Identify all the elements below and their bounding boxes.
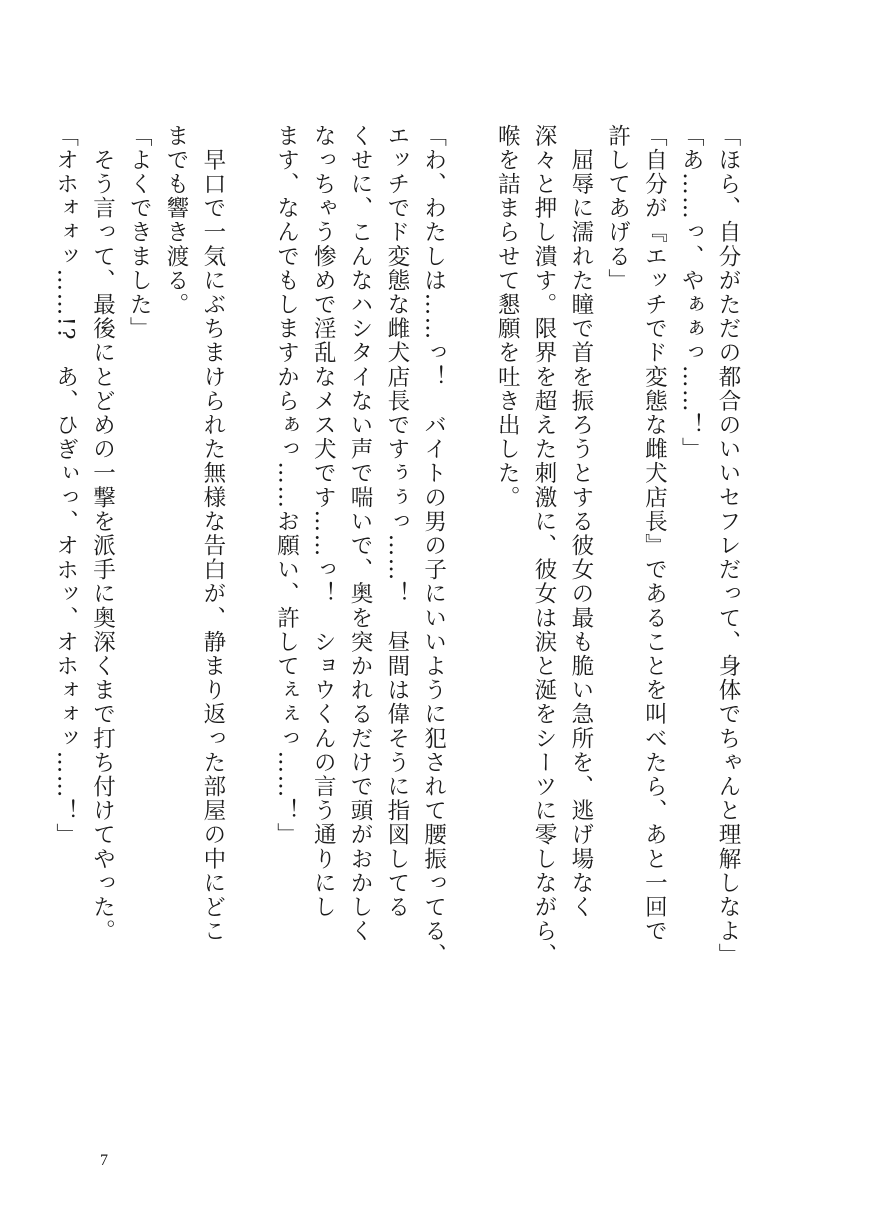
text-line: ます、なんでもしますからぁっ……お願い、許してぇぇっ……！」 bbox=[273, 124, 300, 847]
text-line: 「ほら、自分がただの都合のいいセフレだって、身体でちゃんと理解しなよ」 bbox=[715, 124, 741, 968]
text-line: そう言って、最後にとどめの一撃を派手に奥深くまで打ち付けてやった。 bbox=[89, 124, 116, 944]
text-line: 早口で一気にぶちまけられた無様な告白が、静まり返った部屋の中にどこ bbox=[199, 124, 226, 944]
text-line: 屈辱に濡れた瞳で首を振ろうとする彼女の最も脆い急所を、逃げ場なく bbox=[567, 124, 594, 920]
text-line: 喉を詰まらせて懇願を吐き出した。 bbox=[494, 124, 521, 510]
text-line: 「あ……っ、やぁぁっ……！」 bbox=[678, 124, 705, 462]
text-line: なっちゃう惨めで淫乱なメス犬です……っ！ ショウくんの言う通りにし bbox=[310, 124, 337, 920]
text-line: 許してあげる」 bbox=[604, 124, 631, 293]
text-line: 「オホォォッ……!? あ、ひぎぃっ、オホッ、オホォォッ……！」 bbox=[52, 124, 79, 848]
text-line: くせに、こんなハシタイない声で喘いで、奥を突かれるだけで頭がおかしく bbox=[347, 124, 374, 944]
page-number: 7 bbox=[100, 1152, 108, 1169]
text-line: までも響き渡る。 bbox=[163, 124, 190, 317]
text-line: 深々と押し潰す。限界を超えた刺激に、彼女は涙と涎をシーツに零しながら、 bbox=[531, 124, 558, 968]
text-line: 「自分が『エッチでド変態な雌犬店長』であることを叫べたら、あと一回で bbox=[641, 124, 668, 944]
paragraph-gap bbox=[231, 124, 268, 1054]
text-line: 「わ、わたしは……っ！ バイトの男の子にいいように犯されて腰振ってる、 bbox=[420, 124, 447, 968]
text-line: 「よくできました」 bbox=[126, 124, 153, 341]
text-line: エッチでド変態な雌犬店長ですぅぅっ……！ 昼間は偉そうに指図してる bbox=[383, 124, 410, 920]
paragraph-gap bbox=[452, 124, 489, 1054]
body-text bbox=[52, 124, 746, 1054]
